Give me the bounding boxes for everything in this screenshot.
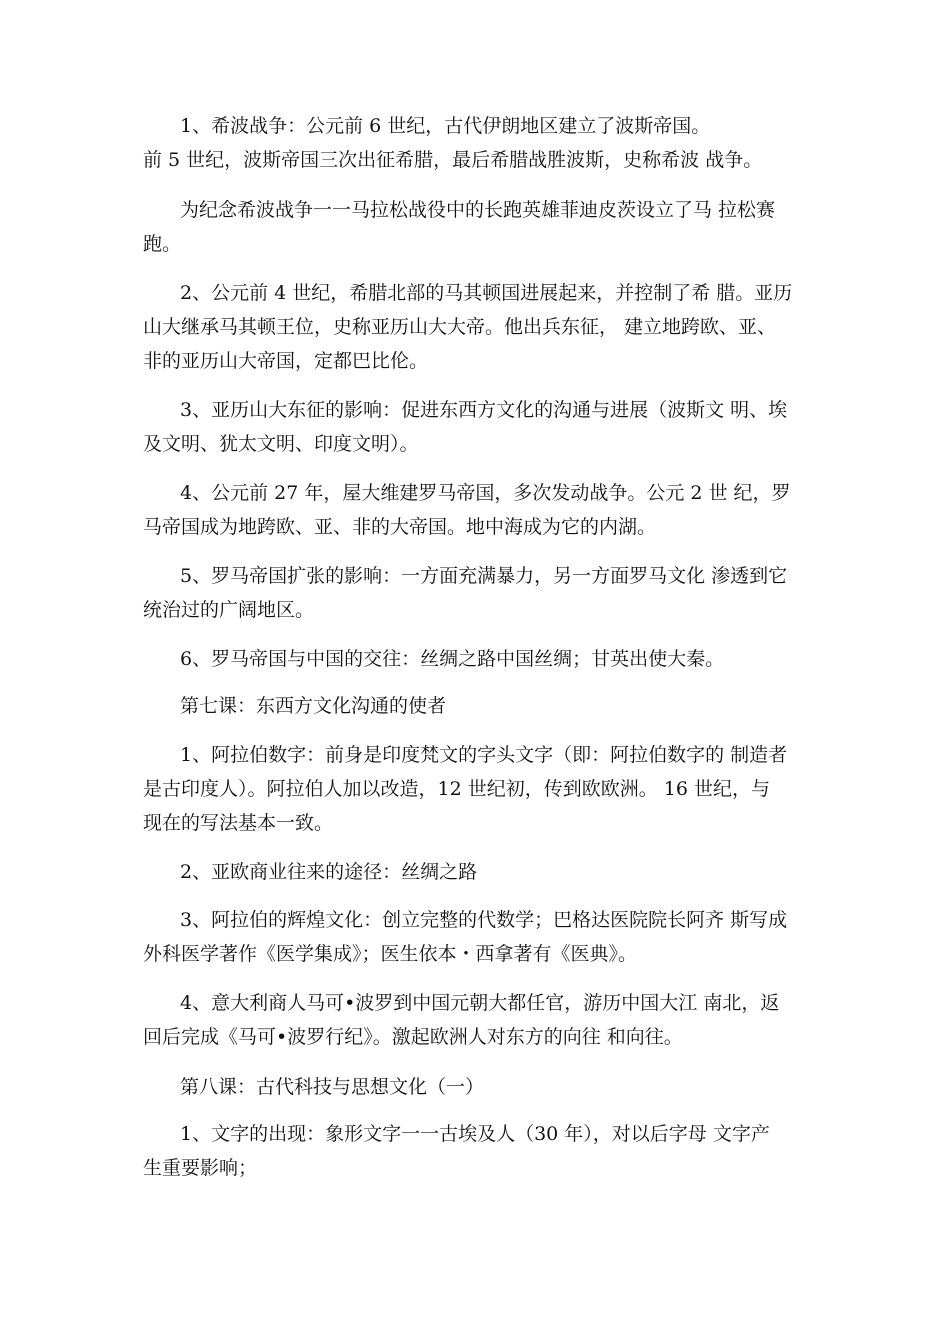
text-line: 是古印度人）。阿拉伯人加以改造，12 世纪初，传到欧欧洲。 16 世纪，与 xyxy=(143,778,770,800)
text-line: 2、亚欧商业往来的途径：丝绸之路 xyxy=(180,861,478,883)
text-line: 生重要影响； xyxy=(143,1157,258,1179)
paragraph-alexander-impact xyxy=(143,393,843,461)
text-line: 统治过的广阔地区。 xyxy=(143,599,315,621)
text-line: 现在的写法基本一致。 xyxy=(143,812,334,834)
lesson-7-heading xyxy=(143,689,843,723)
text-line: 为纪念希波战争一一马拉松战役中的长跑英雄菲迪皮茨设立了马 拉松赛 xyxy=(180,199,776,221)
paragraph-arabic-numerals xyxy=(143,738,843,840)
paragraph-arab-culture xyxy=(143,903,843,971)
paragraph-rome-china xyxy=(143,642,843,676)
text-line: 山大继承马其顿王位，史称亚历山大大帝。他出兵东征， 建立地跨欧、亚、 xyxy=(143,316,777,338)
text-line: 前 5 世纪，波斯帝国三次出征希腊，最后希腊战胜波斯，史称希波 战争。 xyxy=(143,149,763,171)
text-line: 1、阿拉伯数字：前身是印度梵文的字头文字（即：阿拉伯数字的 制造者 xyxy=(180,744,788,766)
text-line: 1、文字的出现：象形文字一一古埃及人（30 年），对以后字母 文字产 xyxy=(180,1123,770,1145)
lesson-8-heading xyxy=(143,1070,843,1104)
text-line: 跑。 xyxy=(143,233,182,255)
text-line: 非的亚历山大帝国，定都巴比伦。 xyxy=(143,350,429,372)
section-heading: 第七课：东西方文化沟通的使者 xyxy=(180,695,447,717)
text-line: 外科医学著作《医学集成》；医生依本・西拿著有《医典》。 xyxy=(143,943,638,965)
text-line: 1、希波战争：公元前 6 世纪，古代伊朗地区建立了波斯帝国。 xyxy=(180,115,711,137)
text-line: 回后完成《马可•波罗行纪》。激起欧洲人对东方的向往 和向往。 xyxy=(143,1026,683,1048)
paragraph-roman-empire xyxy=(143,476,843,544)
text-line: 3、阿拉伯的辉煌文化：创立完整的代数学；巴格达医院院长阿齐 斯写成 xyxy=(180,909,788,931)
paragraph-roman-expansion xyxy=(143,559,843,627)
section-heading: 第八课：古代科技与思想文化（一） xyxy=(180,1076,485,1098)
text-line: 4、公元前 27 年，屋大维建罗马帝国，多次发动战争。公元 2 世 纪，罗 xyxy=(180,482,791,504)
text-line: 马帝国成为地跨欧、亚、非的大帝国。地中海成为它的内湖。 xyxy=(143,516,657,538)
paragraph-trade-route xyxy=(143,855,843,889)
paragraph-marathon xyxy=(143,193,843,261)
text-line: 5、罗马帝国扩张的影响：一方面充满暴力，另一方面罗马文化 渗透到它 xyxy=(180,565,788,587)
text-line: 3、亚历山大东征的影响：促进东西方文化的沟通与进展（波斯文 明、埃 xyxy=(180,399,788,421)
text-line: 及文明、犹太文明、印度文明）。 xyxy=(143,433,419,455)
paragraph-writing-origin xyxy=(143,1117,843,1185)
text-line: 6、罗马帝国与中国的交往：丝绸之路中国丝绸；甘英出使大秦。 xyxy=(180,648,725,670)
paragraph-marco-polo xyxy=(143,986,843,1054)
paragraph-macedon xyxy=(143,276,843,378)
text-line: 2、公元前 4 世纪，希腊北部的马其顿国进展起来，并控制了希 腊。亚历 xyxy=(180,282,793,304)
text-line: 4、意大利商人马可•波罗到中国元朝大都任官，游历中国大江 南北，返 xyxy=(180,992,780,1014)
paragraph-greco-persian-wars xyxy=(143,109,843,177)
